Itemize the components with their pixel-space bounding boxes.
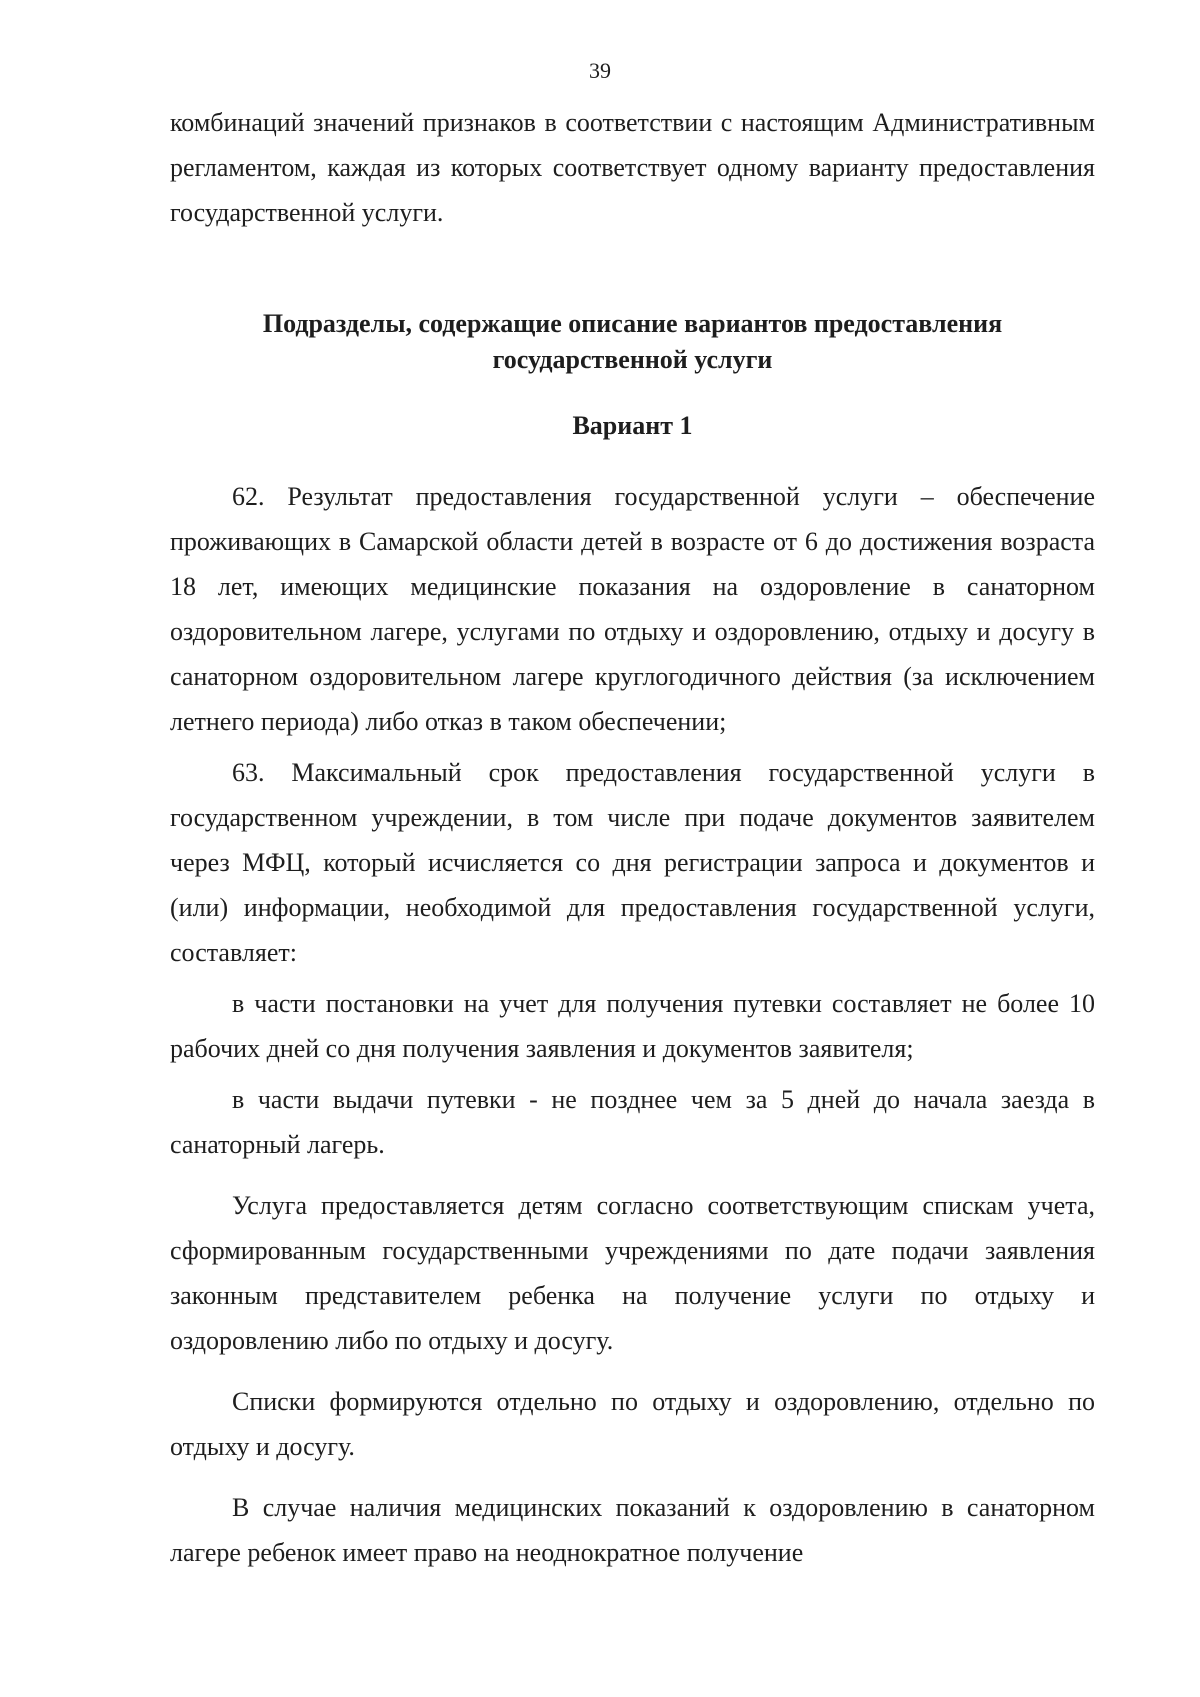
body-text bbox=[170, 474, 1095, 1575]
paragraph-medical-indications: В случае наличия медицинских показаний к оздоровлению в санаторном лагере ребенок имеет право на неоднократное получение bbox=[170, 1493, 1095, 1567]
paragraph-62: 62. Результат предоставления государственной услуги – обеспечение проживающих в Самарской области детей в возрасте от 6 до достижения возраста 18 лет, имеющих медицинские показания на оздоровление в санаторном оздоровительном лагере, услугами по отдыху и оздоровлению, отдыху и досугу в санаторном оздоровительном лагере круглогодичного действия (за исключением летнего периода) либо отказ в таком обеспечении; bbox=[170, 482, 1095, 736]
paragraph-voucher-issue-term: в части выдачи путевки - не позднее чем за 5 дней до начала заезда в санаторный лагерь. bbox=[170, 1085, 1095, 1159]
paragraph-lists-formation: Списки формируются отдельно по отдыху и оздоровлению, отдельно по отдыху и досугу. bbox=[170, 1387, 1095, 1461]
paragraph-63: 63. Максимальный срок предоставления государственной услуги в государственном учреждении, в том числе при подаче документов заявителем через МФЦ, который исчисляется со дня регистрации запроса и документов и (или) информации, необходимой для предоставления государственной услуги, составляет: bbox=[170, 758, 1095, 967]
paragraph-service-lists: Услуга предоставляется детям согласно соответствующим спискам учета, сформированным государственными учреждениями по дате подачи заявления законным представителем ребенка на получение услуги по отдыху и оздоровлению либо по отдыху и досугу. bbox=[170, 1191, 1095, 1355]
intro-paragraph: комбинаций значений признаков в соответствии с настоящим Административным регламентом, каждая из которых соответствует одному варианту предоставления государственной услуги. bbox=[170, 108, 1095, 227]
paragraph-registration-term: в части постановки на учет для получения путевки составляет не более 10 рабочих дней со дня получения заявления и документов заявителя; bbox=[170, 989, 1095, 1063]
page-number: 39 bbox=[589, 58, 611, 83]
variant-heading: Вариант 1 bbox=[572, 411, 693, 440]
section-heading: Подразделы, содержащие описание вариантов предоставления государственной услуги bbox=[262, 309, 1003, 374]
intro-paragraph-block bbox=[170, 100, 1095, 235]
